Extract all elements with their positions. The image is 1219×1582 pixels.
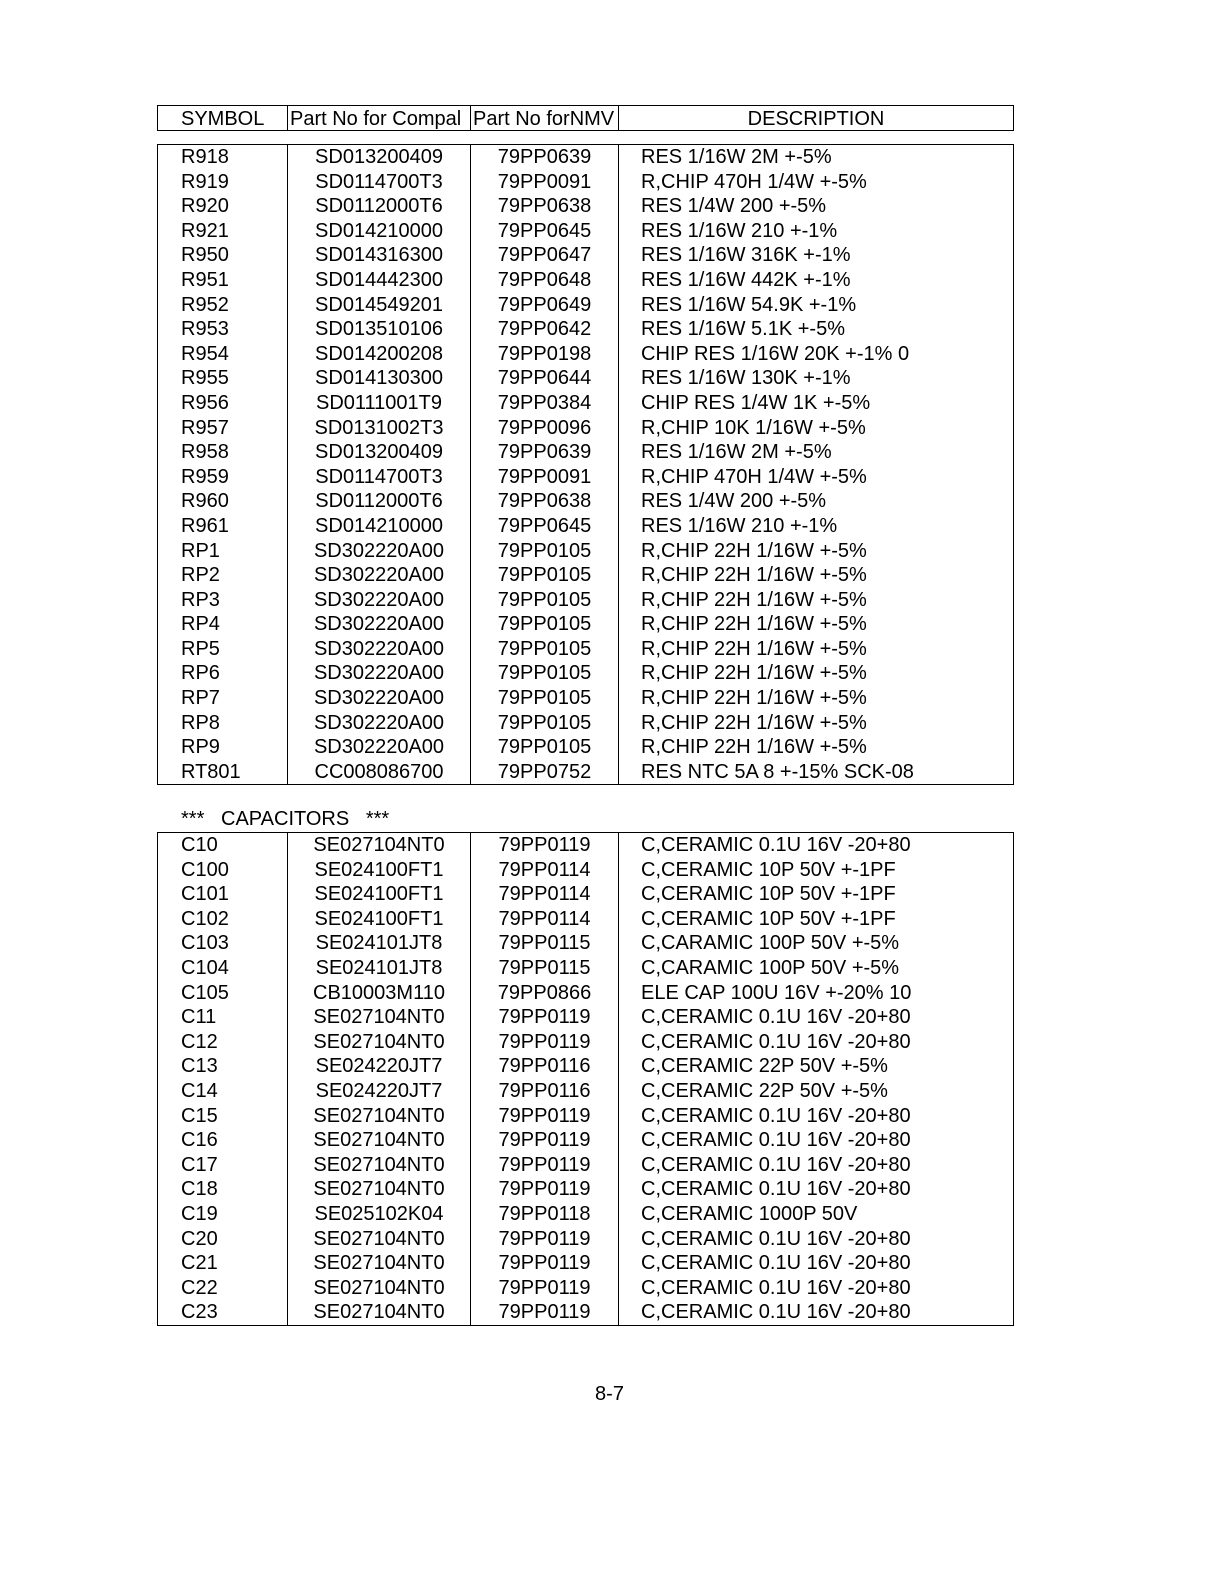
part-compal-cell: SD302220A00 bbox=[288, 612, 471, 637]
part-compal-cell: SD014200208 bbox=[288, 342, 471, 367]
table-row bbox=[158, 1104, 1013, 1129]
symbol-cell: RP3 bbox=[158, 588, 288, 613]
symbol-cell: C19 bbox=[158, 1202, 288, 1227]
description-cell: C,CERAMIC 0.1U 16V -20+80 bbox=[641, 1153, 911, 1176]
table-row bbox=[158, 735, 1013, 760]
part-compal-cell: SE027104NT0 bbox=[288, 1005, 471, 1030]
part-nmv-cell: 79PP0119 bbox=[471, 833, 619, 858]
symbol-cell: RP9 bbox=[158, 735, 288, 760]
part-compal-cell: SD302220A00 bbox=[288, 661, 471, 686]
symbol-cell: C11 bbox=[158, 1005, 288, 1030]
part-nmv-cell: 79PP0119 bbox=[471, 1251, 619, 1276]
part-compal-cell: SD302220A00 bbox=[288, 686, 471, 711]
symbol-cell: C16 bbox=[158, 1128, 288, 1153]
part-compal-cell: SD014442300 bbox=[288, 268, 471, 293]
description-cell: C,CERAMIC 0.1U 16V -20+80 bbox=[641, 1104, 911, 1127]
table-row bbox=[158, 293, 1013, 318]
part-nmv-cell: 79PP0119 bbox=[471, 1177, 619, 1202]
table-row bbox=[158, 489, 1013, 514]
description-cell: RES 1/16W 54.9K +-1% bbox=[641, 293, 857, 316]
symbol-cell: R920 bbox=[158, 194, 288, 219]
table-row bbox=[158, 1054, 1013, 1079]
table-row bbox=[158, 907, 1013, 932]
part-compal-cell: SE027104NT0 bbox=[288, 1276, 471, 1301]
description-cell: RES 1/4W 200 +-5% bbox=[641, 195, 827, 218]
symbol-cell: RP4 bbox=[158, 612, 288, 637]
description-cell: RES 1/16W 130K +-1% bbox=[641, 367, 851, 390]
table-row bbox=[158, 588, 1013, 613]
table-row bbox=[158, 1079, 1013, 1104]
part-compal-cell: SD302220A00 bbox=[288, 735, 471, 760]
table-row bbox=[158, 440, 1013, 465]
table-row bbox=[158, 931, 1013, 956]
table-row bbox=[158, 1276, 1013, 1301]
part-compal-cell: SD0114700T3 bbox=[288, 465, 471, 490]
part-compal-cell: SE027104NT0 bbox=[288, 833, 471, 858]
description-cell: C,CERAMIC 22P 50V +-5% bbox=[641, 1055, 888, 1078]
description-cell: C,CERAMIC 0.1U 16V -20+80 bbox=[641, 1129, 911, 1152]
part-compal-cell: SD014316300 bbox=[288, 243, 471, 268]
symbol-cell: RP2 bbox=[158, 563, 288, 588]
part-compal-cell: SE027104NT0 bbox=[288, 1227, 471, 1252]
description-cell: C,CERAMIC 10P 50V +-1PF bbox=[641, 883, 896, 906]
part-compal-cell: SD014210000 bbox=[288, 514, 471, 539]
part-compal-cell: SD302220A00 bbox=[288, 637, 471, 662]
part-compal-cell: SE024100FT1 bbox=[288, 882, 471, 907]
part-nmv-cell: 79PP0648 bbox=[471, 268, 619, 293]
part-compal-cell: SD0111001T9 bbox=[288, 391, 471, 416]
description-cell: C,CERAMIC 0.1U 16V -20+80 bbox=[641, 1030, 911, 1053]
header-row bbox=[158, 106, 1013, 131]
page-number: 8-7 bbox=[595, 1383, 624, 1405]
part-nmv-cell: 79PP0105 bbox=[471, 539, 619, 564]
part-compal-cell: SD0114700T3 bbox=[288, 170, 471, 195]
symbol-cell: R955 bbox=[158, 366, 288, 391]
symbol-cell: C101 bbox=[158, 882, 288, 907]
part-nmv-cell: 79PP0638 bbox=[471, 194, 619, 219]
table-row bbox=[158, 145, 1013, 170]
table-row bbox=[158, 366, 1013, 391]
part-nmv-cell: 79PP0384 bbox=[471, 391, 619, 416]
symbol-cell: C104 bbox=[158, 956, 288, 981]
table-row bbox=[158, 833, 1013, 858]
description-cell: C,CERAMIC 10P 50V +-1PF bbox=[641, 858, 896, 881]
part-compal-cell: SD302220A00 bbox=[288, 711, 471, 736]
symbol-cell: R921 bbox=[158, 219, 288, 244]
symbol-cell: C17 bbox=[158, 1153, 288, 1178]
part-compal-cell: CC008086700 bbox=[288, 760, 471, 785]
part-nmv-cell: 79PP0649 bbox=[471, 293, 619, 318]
part-compal-cell: SE024100FT1 bbox=[288, 858, 471, 883]
description-cell: RES 1/4W 200 +-5% bbox=[641, 490, 827, 513]
part-compal-cell: SE024100FT1 bbox=[288, 907, 471, 932]
part-nmv-cell: 79PP0119 bbox=[471, 1005, 619, 1030]
part-nmv-cell: 79PP0105 bbox=[471, 637, 619, 662]
symbol-cell: R956 bbox=[158, 391, 288, 416]
description-cell: C,CERAMIC 0.1U 16V -20+80 bbox=[641, 1227, 911, 1250]
symbol-cell: R959 bbox=[158, 465, 288, 490]
table-row bbox=[158, 1128, 1013, 1153]
table-row bbox=[158, 760, 1013, 785]
symbol-cell: R952 bbox=[158, 293, 288, 318]
part-nmv-cell: 79PP0642 bbox=[471, 317, 619, 342]
part-nmv-cell: 79PP0119 bbox=[471, 1030, 619, 1055]
description-cell: R,CHIP 22H 1/16W +-5% bbox=[641, 564, 867, 587]
table-row bbox=[158, 1030, 1013, 1055]
description-cell: C,CERAMIC 22P 50V +-5% bbox=[641, 1079, 888, 1102]
table-row bbox=[158, 1300, 1013, 1325]
header-part-compal: Part No for Compal bbox=[288, 106, 471, 130]
part-compal-cell: SE024101JT8 bbox=[288, 931, 471, 956]
description-cell: RES 1/16W 2M +-5% bbox=[641, 146, 832, 168]
description-cell: CHIP RES 1/4W 1K +-5% bbox=[641, 391, 871, 414]
symbol-cell: RT801 bbox=[158, 760, 288, 785]
description-cell: C,CERAMIC 0.1U 16V -20+80 bbox=[641, 1006, 911, 1029]
symbol-cell: C15 bbox=[158, 1104, 288, 1129]
part-nmv-cell: 79PP0119 bbox=[471, 1300, 619, 1325]
part-nmv-cell: 79PP0198 bbox=[471, 342, 619, 367]
description-cell: C,CARAMIC 100P 50V +-5% bbox=[641, 932, 900, 955]
header-part-nmv: Part No forNMV bbox=[471, 106, 619, 130]
symbol-cell: C102 bbox=[158, 907, 288, 932]
part-compal-cell: SD014210000 bbox=[288, 219, 471, 244]
description-cell: C,CERAMIC 0.1U 16V -20+80 bbox=[641, 1178, 911, 1201]
header-description: DESCRIPTION bbox=[747, 108, 885, 130]
part-compal-cell: SE027104NT0 bbox=[288, 1104, 471, 1129]
part-compal-cell: CB10003M110 bbox=[288, 981, 471, 1006]
symbol-cell: RP8 bbox=[158, 711, 288, 736]
part-compal-cell: SD0112000T6 bbox=[288, 489, 471, 514]
part-nmv-cell: 79PP0638 bbox=[471, 489, 619, 514]
part-compal-cell: SE025102K04 bbox=[288, 1202, 471, 1227]
table-row bbox=[158, 342, 1013, 367]
part-nmv-cell: 79PP0105 bbox=[471, 588, 619, 613]
symbol-cell: R918 bbox=[158, 145, 288, 170]
symbol-cell: R951 bbox=[158, 268, 288, 293]
symbol-cell: C20 bbox=[158, 1227, 288, 1252]
description-cell: C,CERAMIC 0.1U 16V -20+80 bbox=[641, 1276, 911, 1299]
symbol-cell: C23 bbox=[158, 1300, 288, 1325]
part-nmv-cell: 79PP0119 bbox=[471, 1104, 619, 1129]
symbol-cell: R960 bbox=[158, 489, 288, 514]
table-row bbox=[158, 563, 1013, 588]
description-cell: C,CERAMIC 0.1U 16V -20+80 bbox=[641, 834, 911, 856]
table-row bbox=[158, 711, 1013, 736]
part-nmv-cell: 79PP0091 bbox=[471, 465, 619, 490]
symbol-cell: R957 bbox=[158, 416, 288, 441]
part-compal-cell: SD014549201 bbox=[288, 293, 471, 318]
table-row bbox=[158, 1177, 1013, 1202]
symbol-cell: R950 bbox=[158, 243, 288, 268]
description-cell: CHIP RES 1/16W 20K +-1% 0 bbox=[641, 342, 910, 365]
part-compal-cell: SD302220A00 bbox=[288, 539, 471, 564]
part-nmv-cell: 79PP0105 bbox=[471, 661, 619, 686]
table-row bbox=[158, 612, 1013, 637]
part-compal-cell: SE024220JT7 bbox=[288, 1079, 471, 1104]
capacitors-section-title: *** CAPACITORS *** bbox=[181, 808, 390, 830]
table-row bbox=[158, 243, 1013, 268]
part-nmv-cell: 79PP0091 bbox=[471, 170, 619, 195]
part-compal-cell: SE027104NT0 bbox=[288, 1300, 471, 1325]
description-cell: R,CHIP 10K 1/16W +-5% bbox=[641, 416, 866, 439]
symbol-cell: RP1 bbox=[158, 539, 288, 564]
symbol-cell: RP5 bbox=[158, 637, 288, 662]
description-cell: RES 1/16W 5.1K +-5% bbox=[641, 318, 845, 341]
table-row bbox=[158, 416, 1013, 441]
part-nmv-cell: 79PP0119 bbox=[471, 1276, 619, 1301]
description-cell: R,CHIP 22H 1/16W +-5% bbox=[641, 613, 867, 636]
part-nmv-cell: 79PP0096 bbox=[471, 416, 619, 441]
description-cell: R,CHIP 470H 1/4W +-5% bbox=[641, 465, 867, 488]
description-cell: R,CHIP 22H 1/16W +-5% bbox=[641, 539, 867, 562]
symbol-cell: C103 bbox=[158, 931, 288, 956]
part-compal-cell: SD013510106 bbox=[288, 317, 471, 342]
description-cell: ELE CAP 100U 16V +-20% 10 bbox=[641, 981, 912, 1004]
table-row bbox=[158, 882, 1013, 907]
symbol-cell: RP6 bbox=[158, 661, 288, 686]
description-cell: R,CHIP 470H 1/4W +-5% bbox=[641, 170, 867, 193]
part-nmv-cell: 79PP0647 bbox=[471, 243, 619, 268]
symbol-cell: C105 bbox=[158, 981, 288, 1006]
part-nmv-cell: 79PP0116 bbox=[471, 1054, 619, 1079]
description-cell: C,CARAMIC 100P 50V +-5% bbox=[641, 956, 900, 979]
part-nmv-cell: 79PP0644 bbox=[471, 366, 619, 391]
symbol-cell: R919 bbox=[158, 170, 288, 195]
capacitors-table bbox=[157, 832, 1014, 1326]
part-nmv-cell: 79PP0639 bbox=[471, 145, 619, 170]
table-row bbox=[158, 514, 1013, 539]
table-row bbox=[158, 858, 1013, 883]
symbol-cell: C21 bbox=[158, 1251, 288, 1276]
description-cell: R,CHIP 22H 1/16W +-5% bbox=[641, 588, 867, 611]
symbol-cell: RP7 bbox=[158, 686, 288, 711]
table-row bbox=[158, 194, 1013, 219]
description-cell: RES 1/16W 316K +-1% bbox=[641, 244, 851, 267]
resistors-table bbox=[157, 144, 1014, 785]
table-row bbox=[158, 465, 1013, 490]
description-cell: RES 1/16W 210 +-1% bbox=[641, 219, 838, 242]
table-row bbox=[158, 637, 1013, 662]
description-cell: C,CERAMIC 0.1U 16V -20+80 bbox=[641, 1252, 911, 1275]
description-cell: C,CERAMIC 0.1U 16V -20+80 bbox=[641, 1301, 911, 1324]
description-cell: RES NTC 5A 8 +-15% SCK-08 bbox=[641, 760, 914, 783]
part-nmv-cell: 79PP0105 bbox=[471, 735, 619, 760]
part-compal-cell: SD0131002T3 bbox=[288, 416, 471, 441]
table-row bbox=[158, 219, 1013, 244]
description-cell: R,CHIP 22H 1/16W +-5% bbox=[641, 662, 867, 685]
part-compal-cell: SE027104NT0 bbox=[288, 1177, 471, 1202]
part-nmv-cell: 79PP0645 bbox=[471, 219, 619, 244]
part-compal-cell: SD013200409 bbox=[288, 145, 471, 170]
part-nmv-cell: 79PP0118 bbox=[471, 1202, 619, 1227]
part-nmv-cell: 79PP0866 bbox=[471, 981, 619, 1006]
table-row bbox=[158, 956, 1013, 981]
description-cell: C,CERAMIC 10P 50V +-1PF bbox=[641, 907, 896, 930]
symbol-cell: C10 bbox=[158, 833, 288, 858]
table-row bbox=[158, 1251, 1013, 1276]
symbol-cell: C14 bbox=[158, 1079, 288, 1104]
description-cell: R,CHIP 22H 1/16W +-5% bbox=[641, 736, 867, 759]
description-cell: RES 1/16W 442K +-1% bbox=[641, 268, 851, 291]
part-compal-cell: SE024220JT7 bbox=[288, 1054, 471, 1079]
symbol-cell: C100 bbox=[158, 858, 288, 883]
part-compal-cell: SD014130300 bbox=[288, 366, 471, 391]
part-nmv-cell: 79PP0119 bbox=[471, 1227, 619, 1252]
part-nmv-cell: 79PP0752 bbox=[471, 760, 619, 785]
part-nmv-cell: 79PP0645 bbox=[471, 514, 619, 539]
table-row bbox=[158, 317, 1013, 342]
description-cell: RES 1/16W 210 +-1% bbox=[641, 514, 838, 537]
part-nmv-cell: 79PP0115 bbox=[471, 956, 619, 981]
table-row bbox=[158, 1202, 1013, 1227]
symbol-cell: C22 bbox=[158, 1276, 288, 1301]
part-compal-cell: SE027104NT0 bbox=[288, 1153, 471, 1178]
part-nmv-cell: 79PP0114 bbox=[471, 858, 619, 883]
table-row bbox=[158, 391, 1013, 416]
symbol-cell: C18 bbox=[158, 1177, 288, 1202]
table-row bbox=[158, 1227, 1013, 1252]
table-row bbox=[158, 981, 1013, 1006]
part-compal-cell: SD0112000T6 bbox=[288, 194, 471, 219]
part-compal-cell: SD302220A00 bbox=[288, 588, 471, 613]
part-compal-cell: SE027104NT0 bbox=[288, 1128, 471, 1153]
part-compal-cell: SE027104NT0 bbox=[288, 1030, 471, 1055]
part-nmv-cell: 79PP0116 bbox=[471, 1079, 619, 1104]
header-symbol: SYMBOL bbox=[158, 106, 288, 130]
symbol-cell: R961 bbox=[158, 514, 288, 539]
description-cell: R,CHIP 22H 1/16W +-5% bbox=[641, 637, 867, 660]
parts-table-header bbox=[157, 105, 1014, 131]
table-row bbox=[158, 268, 1013, 293]
part-compal-cell: SD302220A00 bbox=[288, 563, 471, 588]
part-compal-cell: SD013200409 bbox=[288, 440, 471, 465]
part-nmv-cell: 79PP0114 bbox=[471, 882, 619, 907]
part-nmv-cell: 79PP0105 bbox=[471, 563, 619, 588]
symbol-cell: C12 bbox=[158, 1030, 288, 1055]
description-cell: C,CERAMIC 1000P 50V bbox=[641, 1202, 858, 1225]
part-nmv-cell: 79PP0105 bbox=[471, 686, 619, 711]
part-nmv-cell: 79PP0114 bbox=[471, 907, 619, 932]
table-row bbox=[158, 170, 1013, 195]
symbol-cell: C13 bbox=[158, 1054, 288, 1079]
part-nmv-cell: 79PP0105 bbox=[471, 711, 619, 736]
part-nmv-cell: 79PP0115 bbox=[471, 931, 619, 956]
description-cell: R,CHIP 22H 1/16W +-5% bbox=[641, 711, 867, 734]
table-row bbox=[158, 686, 1013, 711]
symbol-cell: R953 bbox=[158, 317, 288, 342]
part-nmv-cell: 79PP0119 bbox=[471, 1153, 619, 1178]
description-cell: R,CHIP 22H 1/16W +-5% bbox=[641, 687, 867, 710]
part-nmv-cell: 79PP0105 bbox=[471, 612, 619, 637]
table-row bbox=[158, 661, 1013, 686]
description-cell: RES 1/16W 2M +-5% bbox=[641, 441, 832, 464]
table-row bbox=[158, 1005, 1013, 1030]
part-compal-cell: SE027104NT0 bbox=[288, 1251, 471, 1276]
part-nmv-cell: 79PP0119 bbox=[471, 1128, 619, 1153]
table-row bbox=[158, 1153, 1013, 1178]
part-compal-cell: SE024101JT8 bbox=[288, 956, 471, 981]
table-row bbox=[158, 539, 1013, 564]
part-nmv-cell: 79PP0639 bbox=[471, 440, 619, 465]
symbol-cell: R958 bbox=[158, 440, 288, 465]
symbol-cell: R954 bbox=[158, 342, 288, 367]
